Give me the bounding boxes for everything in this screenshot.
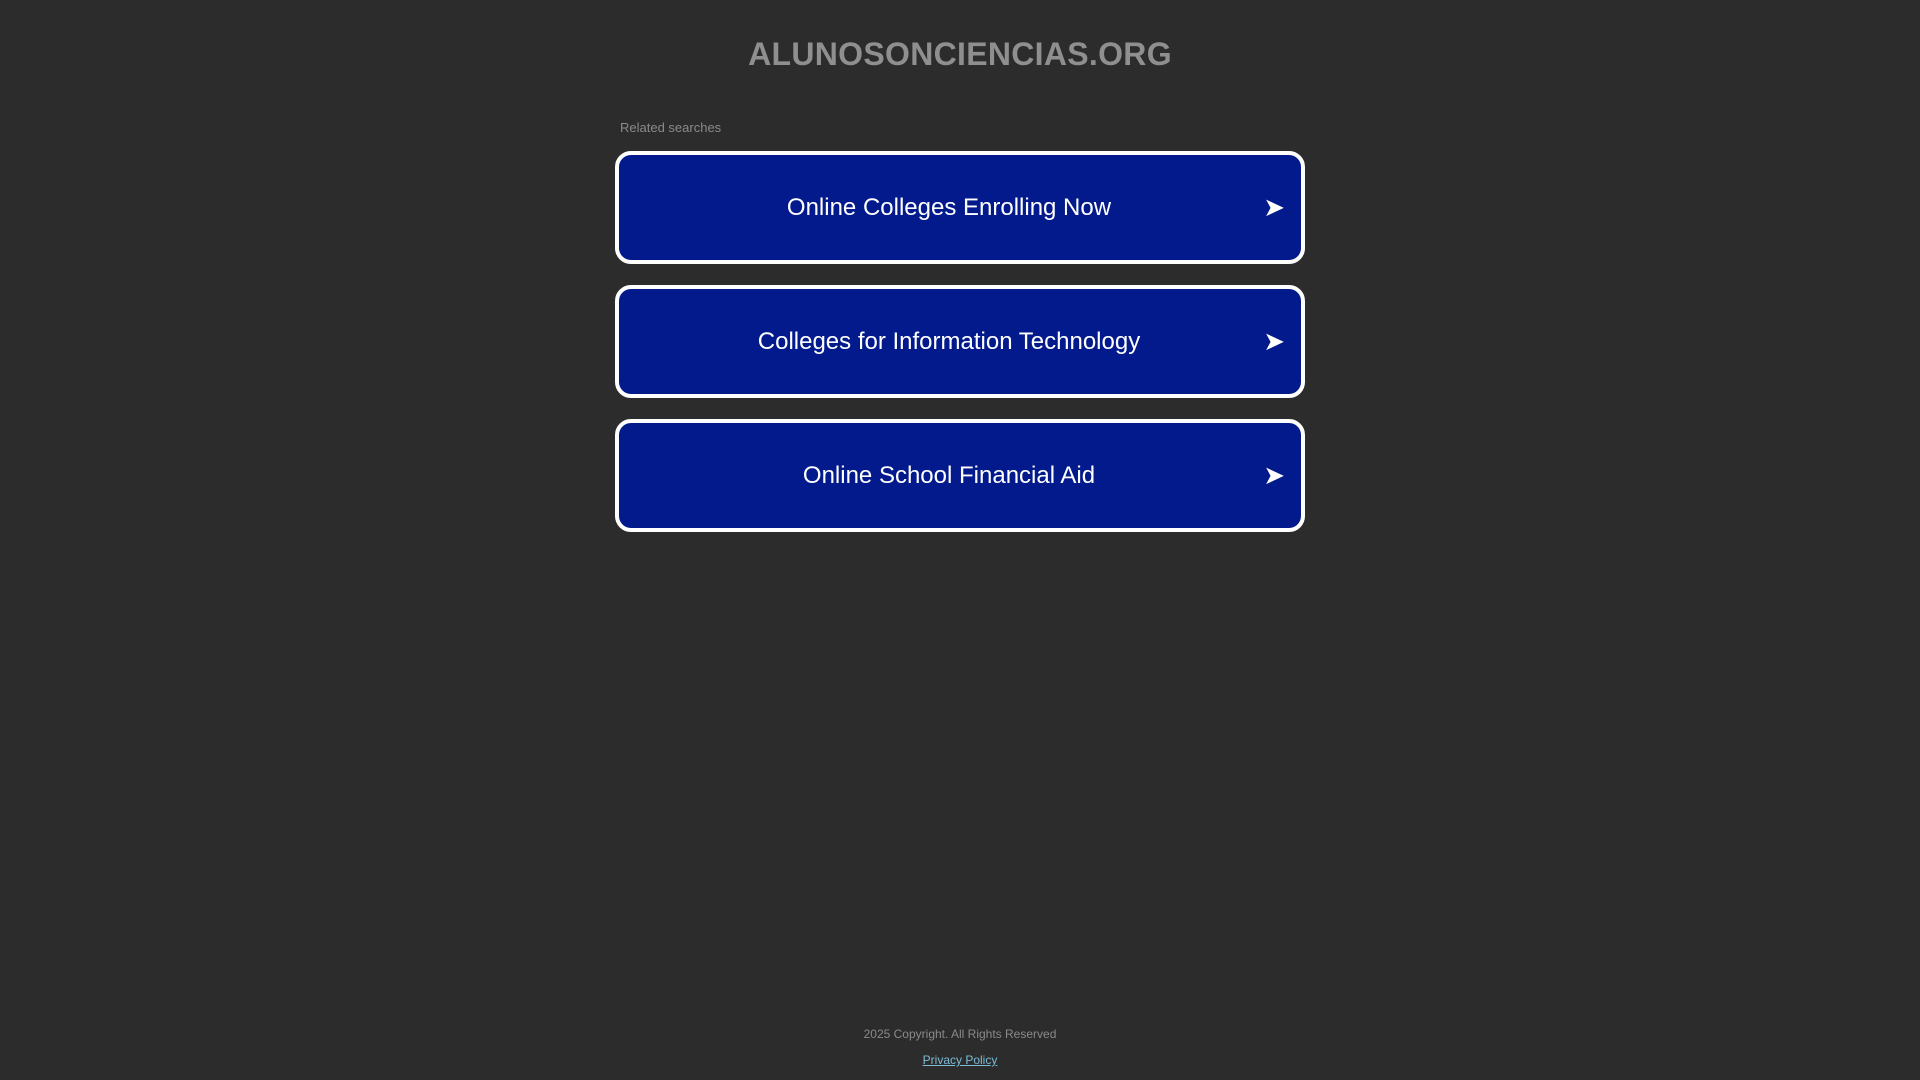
domain-title: ALUNOSONCIENCIAS.ORG [748,36,1172,72]
related-search-button-financial-aid[interactable] [615,419,1305,532]
related-search-button-online-colleges[interactable] [615,151,1305,264]
related-search-button-it-colleges[interactable] [615,285,1305,398]
arrow-right-icon: ➤ [1263,326,1285,357]
related-search-label: Colleges for Information Technology [757,327,1141,355]
arrow-right-icon: ➤ [1263,192,1285,223]
related-searches-list [615,151,1305,553]
copyright-text: 2025 Copyright. All Rights Reserved [863,1027,1057,1041]
footer [0,1026,1920,1069]
related-searches-label: Related searches [620,120,722,135]
privacy-policy-link[interactable]: Privacy Policy [922,1053,998,1067]
related-search-label: Online School Financial Aid [802,461,1096,489]
related-search-label: Online Colleges Enrolling Now [786,193,1112,221]
arrow-right-icon: ➤ [1263,460,1285,491]
